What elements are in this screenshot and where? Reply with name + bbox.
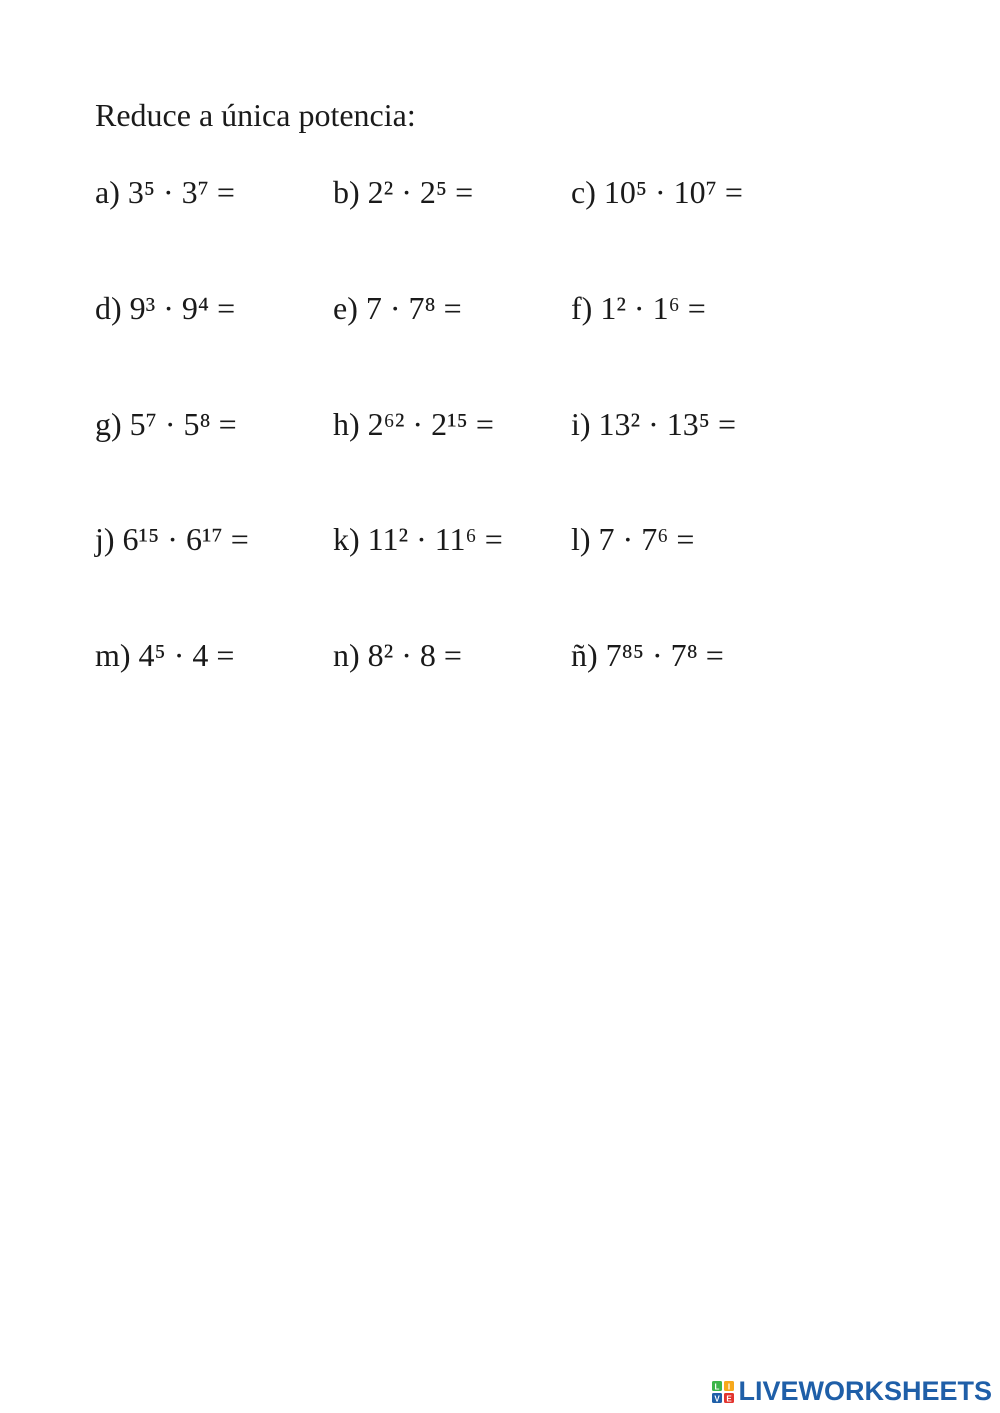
exercise-label: h) <box>333 406 360 442</box>
exercise-expression: 7 · 7⁸ = <box>365 290 462 326</box>
exercise-label: l) <box>571 521 591 557</box>
exercise-expression: 9³ · 9⁴ = <box>129 290 236 326</box>
exercise-expression: 2² · 2⁵ = <box>367 174 474 210</box>
exercise-e <box>333 288 462 328</box>
exercise-expression: 1² · 1⁶ = <box>600 290 706 326</box>
exercise-label: e) <box>333 290 358 326</box>
exercise-label: j) <box>95 521 115 557</box>
exercise-a <box>95 172 235 212</box>
exercise-label: c) <box>571 174 596 210</box>
exercise-expression: 3⁵ · 3⁷ = <box>127 174 235 210</box>
exercise-b <box>333 172 473 212</box>
svg-text:E: E <box>726 1394 733 1403</box>
exercise-l <box>571 519 694 559</box>
exercise-expression: 13² · 13⁵ = <box>598 406 736 442</box>
exercise-c <box>571 172 743 212</box>
page-title: Reduce a única potencia: <box>95 97 416 133</box>
svg-text:L: L <box>715 1382 720 1391</box>
exercise-expression: 5⁷ · 5⁸ = <box>129 406 237 442</box>
exercise-expression: 6¹⁵ · 6¹⁷ = <box>122 521 249 557</box>
exercise-k <box>333 519 503 559</box>
exercise-label: d) <box>95 290 122 326</box>
exercise-i <box>571 404 736 444</box>
liveworksheets-branding <box>711 1376 992 1407</box>
exercise-label: ñ) <box>571 637 598 673</box>
exercise-label: b) <box>333 174 360 210</box>
exercise-expression: 11² · 11⁶ = <box>367 521 503 557</box>
exercise-enye <box>571 635 724 675</box>
exercise-expression: 2⁶² · 2¹⁵ = <box>367 406 494 442</box>
exercise-expression: 7 · 7⁶ = <box>598 521 695 557</box>
exercise-label: f) <box>571 290 593 326</box>
liveworksheets-logo-icon <box>711 1380 735 1404</box>
exercise-n <box>333 635 462 675</box>
exercise-label: k) <box>333 521 360 557</box>
liveworksheets-wordmark: LIVEWORKSHEETS <box>738 1376 992 1406</box>
exercise-label: g) <box>95 406 122 442</box>
exercise-h <box>333 404 494 444</box>
exercise-j <box>95 519 249 559</box>
svg-text:V: V <box>714 1394 721 1403</box>
exercise-d <box>95 288 235 328</box>
exercise-expression: 10⁵ · 10⁷ = <box>603 174 743 210</box>
exercise-f <box>571 288 706 328</box>
exercise-m <box>95 635 234 675</box>
exercise-label: n) <box>333 637 360 673</box>
exercise-expression: 8² · 8 = <box>367 637 462 673</box>
exercise-label: i) <box>571 406 591 442</box>
svg-text:I: I <box>728 1382 731 1391</box>
exercise-g <box>95 404 237 444</box>
exercise-expression: 4⁵ · 4 = <box>138 637 235 673</box>
exercise-expression: 7⁸⁵ · 7⁸ = <box>605 637 724 673</box>
exercise-label: a) <box>95 174 120 210</box>
exercise-label: m) <box>95 637 131 673</box>
